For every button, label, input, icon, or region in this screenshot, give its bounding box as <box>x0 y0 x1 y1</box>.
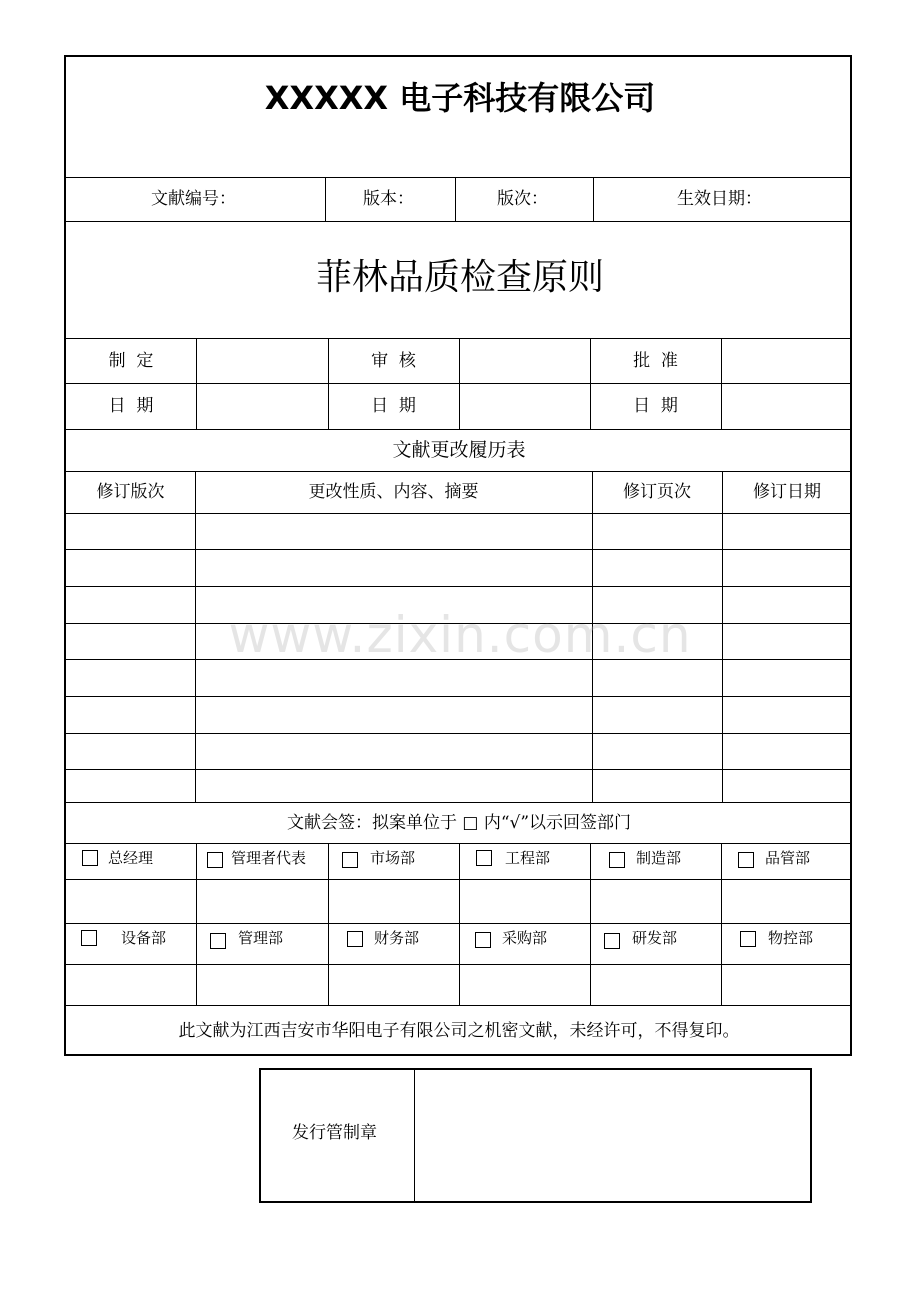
divider <box>66 471 852 472</box>
revision-label: 版次： <box>497 189 548 209</box>
dept-rnd: 研发部 <box>632 929 678 947</box>
divider <box>66 513 852 514</box>
issue-control-seal-box <box>259 1068 812 1203</box>
history-title: 文献更改履历表 <box>392 439 526 461</box>
dept-engineering: 工程部 <box>505 849 551 867</box>
divider <box>66 696 852 697</box>
history-col-page: 修订页次 <box>623 482 691 502</box>
doc-number-label: 文献编号： <box>151 189 236 209</box>
checkbox-quality[interactable] <box>738 852 754 868</box>
seal-label: 发行管制章 <box>292 1123 377 1143</box>
checkbox-management-rep[interactable] <box>207 852 223 868</box>
divider <box>195 471 196 802</box>
divider <box>66 802 852 803</box>
checkbox-administration[interactable] <box>210 933 226 949</box>
date-label: 日 期 <box>371 396 416 416</box>
dept-material-control: 物控部 <box>768 929 814 947</box>
checkbox-purchasing[interactable] <box>475 932 491 948</box>
divider <box>66 769 852 770</box>
divider <box>66 549 852 550</box>
divider <box>593 177 594 221</box>
divider <box>721 338 722 429</box>
divider <box>590 338 591 429</box>
divider <box>66 733 852 734</box>
dept-quality: 品管部 <box>765 849 811 867</box>
checkbox-general-manager[interactable] <box>82 850 98 866</box>
history-col-date: 修订日期 <box>753 482 821 502</box>
checkbox-manufacturing[interactable] <box>609 852 625 868</box>
dept-purchasing: 采购部 <box>502 929 548 947</box>
divider <box>66 177 852 178</box>
divider <box>414 1070 415 1201</box>
watermark-text: www.zixin.com.cn <box>228 606 692 664</box>
checkbox-marketing[interactable] <box>342 852 358 868</box>
divider <box>328 843 329 1005</box>
dept-marketing: 市场部 <box>370 849 416 867</box>
signoff-instruction: 文献会签：拟案单位于 □ 内“√”以示回签部门 <box>286 813 632 833</box>
divider <box>196 843 197 1005</box>
dept-general-manager: 总经理 <box>108 849 154 867</box>
checkbox-material-control[interactable] <box>740 931 756 947</box>
divider <box>66 586 852 587</box>
divider <box>196 338 197 429</box>
dept-administration: 管理部 <box>238 929 284 947</box>
divider <box>590 843 591 1005</box>
divider <box>721 843 722 1005</box>
divider <box>66 623 852 624</box>
checkbox-engineering[interactable] <box>476 850 492 866</box>
divider <box>66 1005 852 1006</box>
divider <box>325 177 326 221</box>
divider <box>722 471 723 802</box>
date-label: 日 期 <box>633 396 678 416</box>
document-form <box>64 55 852 1056</box>
divider <box>455 177 456 221</box>
reviewed-by-label: 审 核 <box>371 351 416 371</box>
confidential-notice: 此文献为江西吉安市华阳电子有限公司之机密文献，未经许可，不得复印。 <box>178 1021 740 1041</box>
divider <box>66 429 852 430</box>
divider <box>459 843 460 1005</box>
history-col-description: 更改性质、内容、摘要 <box>308 482 479 502</box>
effective-date-label: 生效日期： <box>677 189 762 209</box>
approved-by-label: 批 准 <box>633 351 678 371</box>
dept-management-rep: 管理者代表 <box>231 849 307 867</box>
document-title: 菲林品质检查原则 <box>315 257 604 298</box>
version-label: 版本： <box>363 189 414 209</box>
dept-manufacturing: 制造部 <box>636 849 682 867</box>
divider <box>66 659 852 660</box>
checkbox-equipment[interactable] <box>81 930 97 946</box>
divider <box>66 221 852 222</box>
divider <box>459 338 460 429</box>
divider <box>592 471 593 802</box>
checkbox-finance[interactable] <box>347 931 363 947</box>
dept-finance: 财务部 <box>374 929 420 947</box>
date-label: 日 期 <box>108 396 154 416</box>
prepared-by-label: 制 定 <box>108 351 154 371</box>
checkbox-rnd[interactable] <box>604 933 620 949</box>
company-name: XXXXX 电子科技有限公司 <box>264 79 656 117</box>
history-col-revision: 修订版次 <box>96 482 165 502</box>
dept-equipment: 设备部 <box>121 929 167 947</box>
divider <box>328 338 329 429</box>
